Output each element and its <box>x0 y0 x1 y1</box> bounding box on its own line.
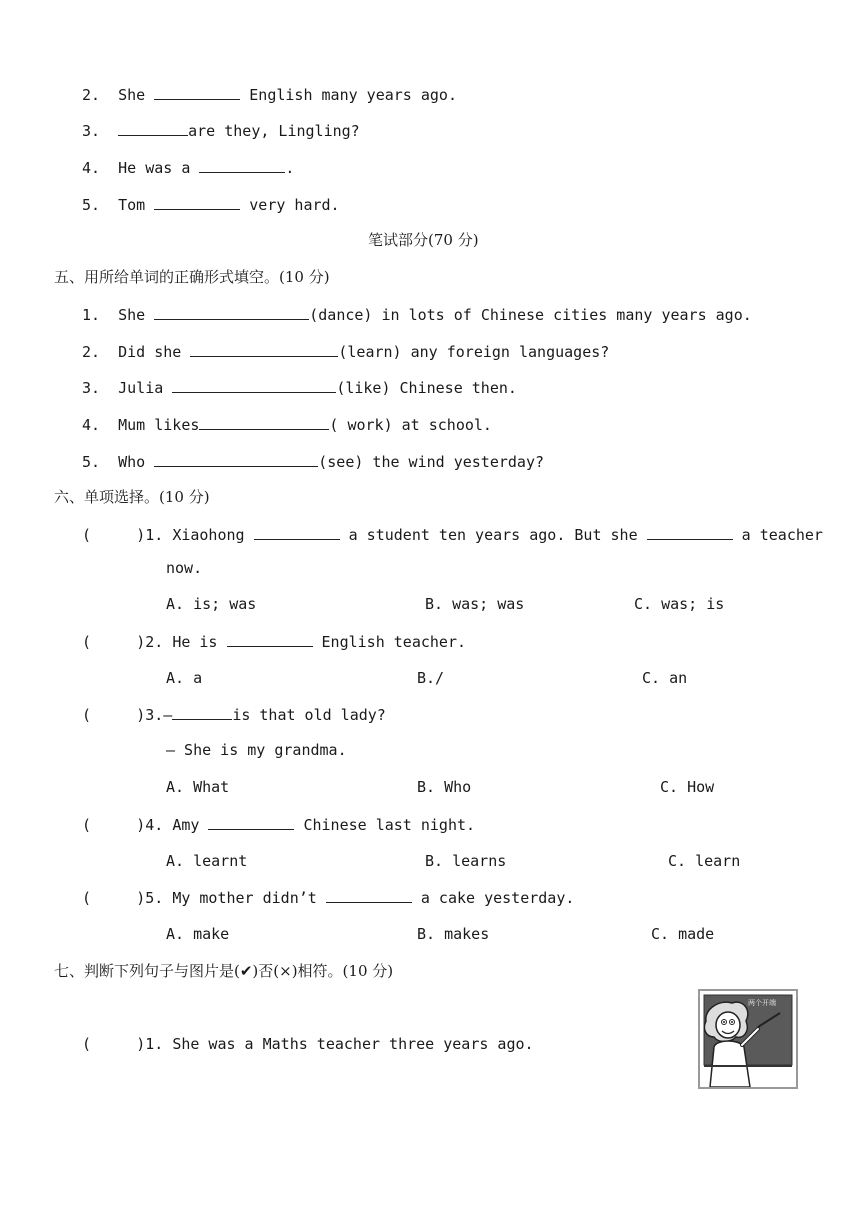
option-a[interactable]: A. a <box>166 669 203 687</box>
s6-question-3-reply: — She is my grandma. <box>166 741 347 759</box>
answer-paren-open[interactable]: ( <box>82 889 92 907</box>
option-c[interactable]: C. How <box>660 778 715 796</box>
item-text: ( work) at school. <box>329 416 492 434</box>
answer-paren-open[interactable]: ( <box>82 816 92 834</box>
option-b[interactable]: B. learns <box>425 852 507 870</box>
teacher-at-blackboard-illustration <box>700 991 796 1087</box>
s5-item-4 <box>82 414 492 435</box>
question-text: a teacher <box>741 526 823 544</box>
question-text: Chinese last night. <box>303 816 476 834</box>
item-text: Mum likes <box>118 416 200 434</box>
question-text: My mother didn’t <box>172 889 317 907</box>
option-c[interactable]: C. was; is <box>634 595 725 613</box>
s5-item-1 <box>82 304 752 325</box>
option-c[interactable]: C. made <box>651 925 715 943</box>
s6-question-5 <box>82 887 574 908</box>
answer-blank[interactable] <box>172 704 232 720</box>
option-b[interactable]: B. Who <box>417 778 472 796</box>
answer-blank[interactable] <box>154 194 240 210</box>
option-a[interactable]: A. learnt <box>166 852 248 870</box>
question-text: English teacher. <box>321 633 467 651</box>
item-text: (see) the wind yesterday? <box>318 453 545 471</box>
s5-item-5 <box>82 451 544 472</box>
option-a[interactable]: A. make <box>166 925 230 943</box>
question-text: Amy <box>172 816 200 834</box>
option-b[interactable]: B./ <box>417 669 445 687</box>
answer-blank[interactable] <box>172 377 336 393</box>
question-text: a cake yesterday. <box>420 889 575 907</box>
teacher-picture <box>698 989 798 1089</box>
item-number: 2. <box>82 86 101 104</box>
question-number: )1. <box>136 526 164 544</box>
item-text: He was a <box>118 159 191 177</box>
question-text: He is <box>172 633 218 651</box>
item-text: She <box>118 86 146 104</box>
answer-paren-open[interactable]: ( <box>82 1035 92 1053</box>
s5-item-3 <box>82 377 517 398</box>
option-c[interactable]: C. learn <box>668 852 741 870</box>
item-text: She <box>118 306 146 324</box>
question-number: )5. <box>136 889 164 907</box>
item-number: 2. <box>82 343 101 361</box>
question-text: She was a Maths teacher three years ago. <box>172 1035 534 1053</box>
item-number: 4. <box>82 416 101 434</box>
listening-item-4 <box>82 157 294 178</box>
s6-question-1-cont: now. <box>166 559 203 577</box>
question-number: )1. <box>136 1035 164 1053</box>
answer-paren-open[interactable]: ( <box>82 633 92 651</box>
section6-heading: 六、单项选择。(10 分) <box>54 488 210 506</box>
chalk-ledge <box>704 1065 792 1067</box>
question-text: is that old lady? <box>232 706 386 724</box>
item-text: English many years ago. <box>249 86 457 104</box>
option-a[interactable]: A. is; was <box>166 595 257 613</box>
question-number: )2. <box>136 633 164 651</box>
item-text: (like) Chinese then. <box>336 379 517 397</box>
item-number: 3. <box>82 379 101 397</box>
s5-item-2 <box>82 341 609 362</box>
s6-question-3 <box>82 704 386 725</box>
answer-blank[interactable] <box>254 524 340 540</box>
answer-blank[interactable] <box>118 120 188 136</box>
listening-item-2 <box>82 84 457 105</box>
item-number: 3. <box>82 122 101 140</box>
section7-heading: 七、判断下列句子与图片是(✔)否(×)相符。(10 分) <box>54 962 394 980</box>
board-writing: 两个开端 <box>748 999 776 1007</box>
item-text: very hard. <box>249 196 340 214</box>
item-text: . <box>285 159 295 177</box>
answer-blank[interactable] <box>154 451 318 467</box>
item-text: Julia <box>118 379 164 397</box>
answer-blank[interactable] <box>154 84 240 100</box>
answer-blank[interactable] <box>227 631 313 647</box>
question-text: Xiaohong <box>172 526 245 544</box>
option-b[interactable]: B. was; was <box>425 595 525 613</box>
section5-heading: 五、用所给单词的正确形式填空。(10 分) <box>54 268 330 286</box>
s6-question-2 <box>82 631 466 652</box>
answer-blank[interactable] <box>199 414 329 430</box>
option-c[interactable]: C. an <box>642 669 688 687</box>
dress <box>710 1041 750 1087</box>
answer-paren-open[interactable]: ( <box>82 706 92 724</box>
s6-question-4 <box>82 814 475 835</box>
item-number: 4. <box>82 159 101 177</box>
answer-blank[interactable] <box>199 157 285 173</box>
question-text: — <box>163 706 173 724</box>
item-text: (learn) any foreign languages? <box>338 343 610 361</box>
listening-item-5 <box>82 194 340 215</box>
s7-question-1 <box>82 1034 534 1054</box>
item-text: (dance) in lots of Chinese cities many years ago. <box>309 306 752 324</box>
item-number: 5. <box>82 196 101 214</box>
question-number: )3. <box>136 706 164 724</box>
answer-blank[interactable] <box>154 304 309 320</box>
item-number: 1. <box>82 306 101 324</box>
answer-blank[interactable] <box>208 814 294 830</box>
written-part-title: 笔试部分(70 分) <box>368 231 479 249</box>
option-b[interactable]: B. makes <box>417 925 490 943</box>
item-text: Who <box>118 453 146 471</box>
answer-blank[interactable] <box>647 524 733 540</box>
item-text: are they, Lingling? <box>188 122 360 140</box>
listening-item-3 <box>82 120 360 141</box>
answer-paren-open[interactable]: ( <box>82 526 92 544</box>
question-number: )4. <box>136 816 164 834</box>
item-text: Did she <box>118 343 182 361</box>
answer-blank[interactable] <box>326 887 412 903</box>
answer-blank[interactable] <box>190 341 338 357</box>
option-a[interactable]: A. What <box>166 778 230 796</box>
question-text: a student ten years ago. But she <box>348 526 638 544</box>
s6-question-1 <box>82 524 823 545</box>
item-number: 5. <box>82 453 101 471</box>
item-text: Tom <box>118 196 146 214</box>
